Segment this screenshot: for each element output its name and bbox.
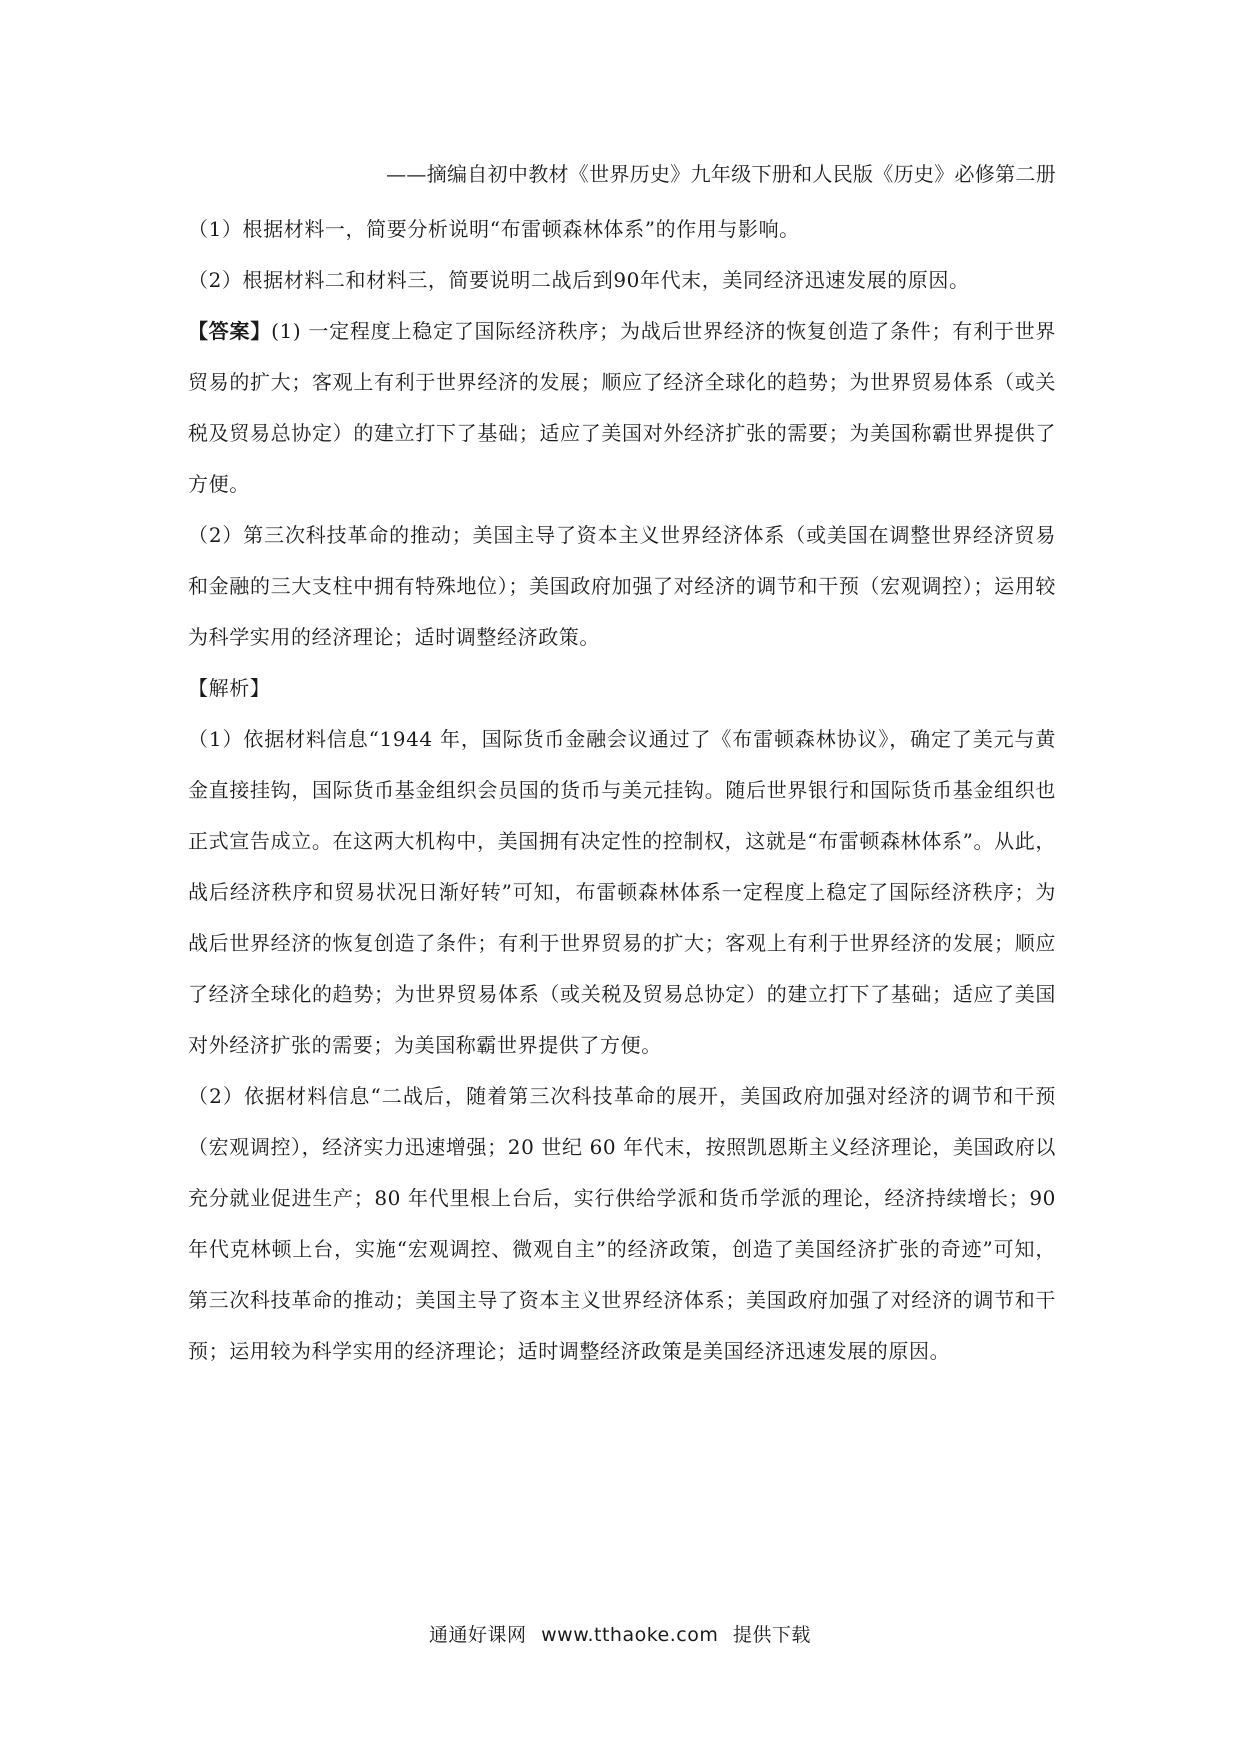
answer-label: 【答案】 (188, 319, 272, 343)
question-1: （1）根据材料一，简要分析说明“布雷顿森林体系”的作用与影响。 (188, 217, 800, 241)
footer-site-name: 通通好课网 (429, 1624, 527, 1646)
answer-part-1 (188, 306, 1056, 510)
analysis-part-2: （2）依据材料信息“二战后，随着第三次科技革命的展开，美国政府加强对经济的调节和干预（宏观调控），经济实力迅速增强；20 世纪 60 年代末，按照凯恩斯主义经济理论，美国政府以充分就业促进生产；80 年代里根上台后，实行供给学派和货币学派的理论，经济持续增长；90 年代克林顿上台，实施“宏观调控、微观自主”的经济政策，创造了美国经济扩张的奇迹”可知，第三次科技革命的推动；美国主导了资本主义世界经济体系；美国政府加强了对经济的调节和干预；运用较为科学实用的经济理论；适时调整经济政策是美国经济迅速发展的原因。 (188, 1084, 1056, 1363)
answer-part-2: （2）第三次科技革命的推动；美国主导了资本主义世界经济体系（或美国在调整世界经济贸易和金融的三大支柱中拥有特殊地位）；美国政府加强了对经济的调节和干预（宏观调控）；运用较为科学实用的经济理论；适时调整经济政策。 (188, 523, 1056, 649)
analysis-label: 【解析】 (188, 676, 271, 700)
page-footer (0, 1620, 1240, 1647)
analysis-part-1: （1）依据材料信息“1944 年，国际货币金融会议通过了《布雷顿森林协议》，确定了美元与黄金直接挂钩，国际货币基金组织会员国的货币与美元挂钩。随后世界银行和国际货币基金组织也正式宣告成立。在这两大机构中，美国拥有决定性的控制权，这就是“布雷顿森林体系”。从此，战后经济秩序和贸易状况日渐好转”可知，布雷顿森林体系一定程度上稳定了国际经济秩序；为战后世界经济的恢复创造了条件；有利于世界贸易的扩大；客观上有利于世界经济的发展；顺应了经济全球化的趋势；为世界贸易体系（或关税及贸易总协定）的建立打下了基础；适应了美国对外经济扩张的需要；为美国称霸世界提供了方便。 (188, 727, 1056, 1057)
source-citation: ——摘编自初中教材《世界历史》九年级下册和人民版《历史》必修第二册 (386, 162, 1056, 186)
question-2: （2）根据材料二和材料三，简要说明二战后到90年代末，美同经济迅速发展的原因。 (188, 268, 970, 292)
footer-url: www.tthaoke.com (541, 1624, 719, 1646)
answer-part-1-text: (1) 一定程度上稳定了国际经济秩序；为战后世界经济的恢复创造了条件；有利于世界贸易的扩大；客观上有利于世界经济的发展；顺应了经济全球化的趋势；为世界贸易体系（或关税及贸易总协定）的建立打下了基础；适应了美国对外经济扩张的需要；为美国称霸世界提供了方便。 (188, 319, 1056, 496)
document-body (188, 158, 1056, 1377)
footer-suffix: 提供下载 (732, 1624, 811, 1646)
